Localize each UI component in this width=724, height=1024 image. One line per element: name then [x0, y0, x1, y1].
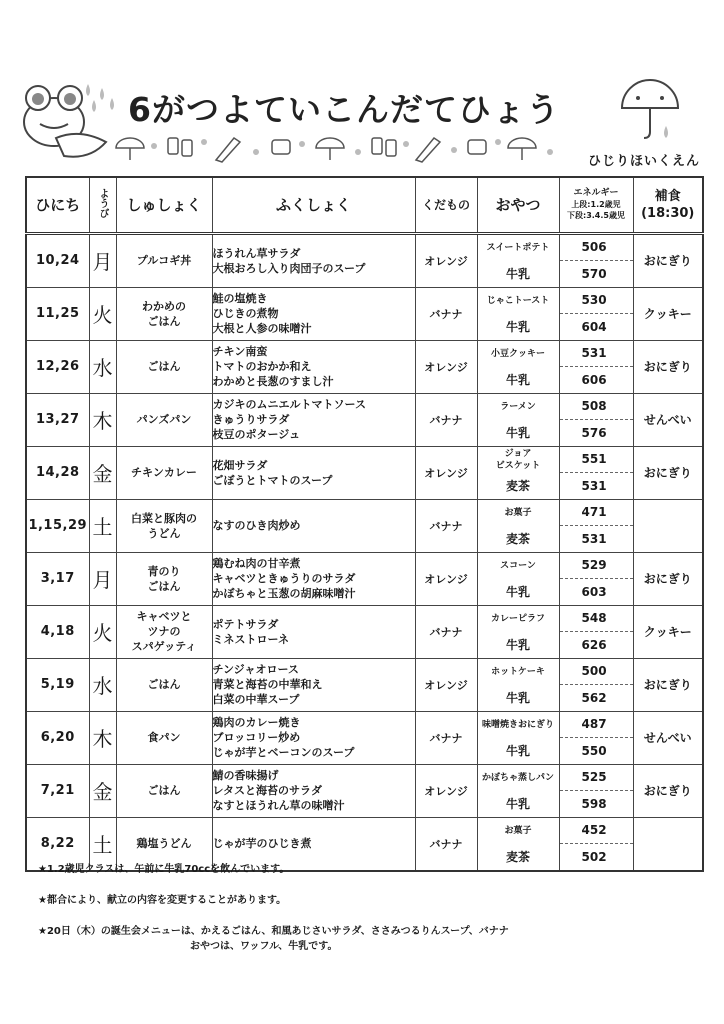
row-energy — [559, 499, 633, 552]
snack-bottom: 牛乳 — [505, 691, 530, 705]
row-energy — [559, 605, 633, 658]
row-date: 11,25 — [26, 287, 89, 340]
snack-bottom: 牛乳 — [505, 585, 530, 599]
row-fruit: オレンジ — [415, 340, 477, 393]
header-energy-upper: 上段:1.2歳児 — [571, 200, 621, 210]
side-dish-line: キャベツときゅうりのサラダ — [212, 572, 356, 585]
side-dish-line: 鯖の香味揚げ — [212, 769, 279, 782]
note-birthday-continuation: おやつは、ワッフル、牛乳です。 — [190, 941, 338, 952]
energy-lower: 598 — [581, 796, 607, 811]
staple-line: 白菜と豚肉の — [131, 511, 197, 525]
snack-bottom: 牛乳 — [505, 797, 530, 811]
header-extra — [633, 177, 703, 233]
energy-upper: 471 — [560, 500, 633, 526]
row-fruit: オレンジ — [415, 764, 477, 817]
row-day: 月 — [89, 233, 116, 287]
energy-lower: 626 — [581, 637, 607, 652]
staple-line: ごはん — [147, 314, 181, 328]
row-extra: おにぎり — [633, 552, 703, 605]
side-dish-line: 枝豆のポタージュ — [212, 428, 301, 441]
side-dish-line: 青菜と海苔の中華和え — [212, 678, 323, 691]
row-day: 金 — [89, 764, 116, 817]
row-energy — [559, 233, 633, 287]
row-extra: クッキー — [633, 605, 703, 658]
energy-upper: 531 — [560, 341, 633, 367]
row-staple — [116, 233, 212, 287]
header-youbi-label: ようび — [97, 188, 108, 219]
row-day: 火 — [89, 287, 116, 340]
energy-upper: 530 — [560, 288, 633, 314]
energy-upper: 548 — [560, 606, 633, 632]
row-extra: せんべい — [633, 711, 703, 764]
side-dish-line: かぼちゃと玉葱の胡麻味噌汁 — [212, 587, 356, 600]
row-energy — [559, 552, 633, 605]
row-extra: おにぎり — [633, 340, 703, 393]
row-day: 土 — [89, 499, 116, 552]
note-birthday-text: ★20日（木）の誕生会メニューは、かえるごはん、和風あじさいサラダ、ささみつるりんスープ、バナナ — [38, 926, 509, 937]
header-energy-label: エネルギー — [573, 188, 619, 199]
side-dish-line: ほうれん草サラダ — [212, 246, 301, 260]
table-row — [26, 658, 703, 711]
snack-top: カレーピラフ — [490, 613, 545, 624]
row-extra: せんべい — [633, 393, 703, 446]
row-staple — [116, 764, 212, 817]
snack-top: かぼちゃ蒸しパン — [481, 772, 554, 783]
header-sides: ふくしょく — [212, 177, 415, 233]
snack-top: じゃこトースト — [486, 295, 550, 306]
row-sides — [212, 446, 415, 499]
row-staple — [116, 340, 212, 393]
header-extra-time: (18:30) — [641, 205, 695, 221]
header-energy — [559, 177, 633, 233]
side-dish-line: トマトのおかか和え — [212, 360, 312, 373]
snack-bottom: 麦茶 — [505, 479, 530, 493]
row-sides — [212, 233, 415, 287]
row-extra: クッキー — [633, 287, 703, 340]
energy-lower: 550 — [581, 743, 607, 758]
row-sides — [212, 393, 415, 446]
energy-lower: 502 — [581, 849, 607, 864]
row-energy — [559, 393, 633, 446]
row-date: 10,24 — [26, 233, 89, 287]
side-dish-line: 大根おろし入り肉団子のスープ — [212, 261, 366, 275]
row-fruit: バナナ — [415, 287, 477, 340]
side-dish-line: 白菜の中華スープ — [212, 693, 300, 706]
energy-upper: 500 — [560, 659, 633, 685]
header-fruit: くだもの — [415, 177, 477, 233]
energy-lower: 606 — [581, 372, 607, 387]
row-fruit: バナナ — [415, 499, 477, 552]
row-energy — [559, 764, 633, 817]
energy-upper: 551 — [560, 447, 633, 473]
row-staple — [116, 499, 212, 552]
side-dish-line: カジキのムニエルトマトソース — [212, 398, 366, 411]
table-row — [26, 605, 703, 658]
side-dish-line: 大根と人参の味噌汁 — [212, 322, 312, 335]
row-staple — [116, 711, 212, 764]
row-energy — [559, 287, 633, 340]
row-staple — [116, 552, 212, 605]
row-date: 5,19 — [26, 658, 89, 711]
row-date: 4,18 — [26, 605, 89, 658]
staple-line: キャベツと — [136, 610, 192, 623]
energy-lower: 531 — [581, 478, 607, 493]
side-dish-line: わかめと長葱のすまし汁 — [212, 375, 334, 388]
staple-line: 青のり — [147, 564, 181, 578]
row-date: 3,17 — [26, 552, 89, 605]
row-staple — [116, 605, 212, 658]
page-title: 6がつよていこんだてひょう — [128, 90, 560, 129]
snack-top: ホットケーキ — [491, 666, 545, 677]
note-birthday — [38, 924, 698, 954]
snack-bottom: 麦茶 — [505, 850, 530, 864]
staple-line: プルコギ丼 — [136, 254, 192, 267]
row-snack — [477, 711, 559, 764]
table-row — [26, 552, 703, 605]
staple-line: ごはん — [147, 360, 181, 373]
row-staple — [116, 393, 212, 446]
side-dish-line: じゃが芋とベーコンのスープ — [212, 746, 355, 759]
row-day: 月 — [89, 552, 116, 605]
staple-line: わかめの — [142, 299, 186, 313]
row-date: 1,15,29 — [26, 499, 89, 552]
row-sides — [212, 711, 415, 764]
side-dish-line: チキン南蛮 — [212, 345, 268, 358]
row-snack — [477, 393, 559, 446]
side-dish-line: 鮭の塩焼き — [212, 292, 268, 305]
row-snack — [477, 499, 559, 552]
side-dish-line: 花畑サラダ — [212, 458, 268, 472]
row-fruit: バナナ — [415, 605, 477, 658]
table-row — [26, 764, 703, 817]
table-row — [26, 446, 703, 499]
note-change: ★都合により、献立の内容を変更することがあります。 — [38, 895, 287, 906]
staple-line: 鶏塩うどん — [136, 837, 192, 850]
snack-top: ラーメン — [500, 401, 536, 412]
header-staple: しゅしょく — [116, 177, 212, 233]
row-sides — [212, 287, 415, 340]
staple-line: ごはん — [147, 784, 181, 797]
header-energy-lower: 下段:3.4.5歳児 — [567, 211, 625, 221]
row-day: 木 — [89, 711, 116, 764]
table-header-row — [26, 177, 703, 233]
row-snack — [477, 340, 559, 393]
raindrops-icon — [80, 82, 120, 118]
row-snack — [477, 233, 559, 287]
school-name: ひじりほいくえん — [587, 154, 700, 169]
table-row — [26, 340, 703, 393]
row-day: 水 — [89, 340, 116, 393]
row-extra: おにぎり — [633, 233, 703, 287]
snack-bottom: 牛乳 — [505, 320, 530, 334]
row-staple — [116, 658, 212, 711]
decoration-row-icon — [112, 132, 562, 164]
row-fruit: バナナ — [415, 711, 477, 764]
row-sides — [212, 499, 415, 552]
umbrella-icon — [616, 74, 686, 144]
energy-upper: 506 — [560, 235, 633, 261]
snack-top: スイートポテト — [486, 242, 550, 253]
row-extra: おにぎり — [633, 658, 703, 711]
menu-table — [25, 176, 704, 872]
staple-line: スパゲッティ — [131, 640, 197, 653]
row-sides — [212, 552, 415, 605]
row-fruit: バナナ — [415, 817, 477, 871]
snack-top: 味噌焼きおにぎり — [481, 719, 554, 730]
snack-bottom: 麦茶 — [505, 532, 530, 546]
row-extra — [633, 499, 703, 552]
energy-lower: 531 — [581, 531, 607, 546]
side-dish-line: 鶏むね肉の甘辛煮 — [212, 557, 301, 570]
table-row — [26, 233, 703, 287]
row-snack — [477, 446, 559, 499]
energy-upper: 508 — [560, 394, 633, 420]
snack-bottom: 牛乳 — [505, 373, 530, 387]
energy-upper: 452 — [560, 818, 633, 844]
side-dish-line: ミネストローネ — [212, 632, 289, 646]
row-fruit: オレンジ — [415, 233, 477, 287]
row-energy — [559, 711, 633, 764]
snack-top: お菓子 — [504, 507, 532, 518]
row-day: 木 — [89, 393, 116, 446]
row-sides — [212, 605, 415, 658]
side-dish-line: ポテトサラダ — [212, 617, 279, 631]
side-dish-line: ごぼうとトマトのスープ — [212, 473, 333, 487]
row-date: 14,28 — [26, 446, 89, 499]
row-snack — [477, 605, 559, 658]
row-snack — [477, 287, 559, 340]
row-date: 6,20 — [26, 711, 89, 764]
side-dish-line: レタスと海苔のサラダ — [212, 784, 322, 797]
row-date: 12,26 — [26, 340, 89, 393]
row-fruit: オレンジ — [415, 658, 477, 711]
snack-bottom: 牛乳 — [505, 744, 530, 758]
energy-upper: 529 — [560, 553, 633, 579]
snack-top: スコーン — [500, 560, 536, 571]
energy-lower: 604 — [581, 319, 607, 334]
side-dish-line: なすのひき肉炒め — [212, 519, 301, 532]
row-extra: おにぎり — [633, 764, 703, 817]
snack-bottom: 牛乳 — [505, 638, 530, 652]
row-day: 火 — [89, 605, 116, 658]
menu-table-body — [26, 233, 703, 871]
staple-line: ごはん — [147, 579, 181, 593]
staple-line: ツナの — [147, 625, 181, 638]
notes-section — [38, 862, 698, 970]
table-row — [26, 287, 703, 340]
row-day: 土 — [89, 817, 116, 871]
row-snack — [477, 552, 559, 605]
side-dish-line: ブロッコリー炒め — [212, 731, 301, 744]
staple-line: 食パン — [147, 731, 181, 744]
snack-top: 小豆クッキー — [490, 348, 545, 359]
row-sides — [212, 658, 415, 711]
row-snack — [477, 658, 559, 711]
energy-lower: 576 — [581, 425, 607, 440]
row-sides — [212, 340, 415, 393]
snack-bottom: 牛乳 — [505, 426, 530, 440]
header-extra-label: 補食 — [654, 188, 681, 204]
note-milk: ★1.2歳児クラスは、午前に牛乳70ccを飲んでいます。 — [38, 864, 290, 875]
side-dish-line: チンジャオロース — [212, 663, 299, 676]
staple-line: パンズパン — [136, 413, 192, 426]
row-sides — [212, 764, 415, 817]
energy-upper: 487 — [560, 712, 633, 738]
energy-lower: 570 — [581, 266, 607, 281]
row-energy — [559, 658, 633, 711]
page-header — [0, 0, 724, 176]
header-snack: おやつ — [477, 177, 559, 233]
row-energy — [559, 340, 633, 393]
header-date: ひにち — [26, 177, 89, 233]
energy-lower: 562 — [581, 690, 607, 705]
row-date: 7,21 — [26, 764, 89, 817]
row-staple — [116, 287, 212, 340]
staple-line: うどん — [147, 526, 181, 540]
row-day: 金 — [89, 446, 116, 499]
side-dish-line: じゃが芋のひじき煮 — [212, 837, 312, 850]
row-fruit: オレンジ — [415, 446, 477, 499]
table-row — [26, 711, 703, 764]
side-dish-line: 鶏肉のカレー焼き — [212, 716, 301, 729]
row-fruit: バナナ — [415, 393, 477, 446]
staple-line: チキンカレー — [131, 466, 197, 479]
row-energy — [559, 446, 633, 499]
energy-lower: 603 — [581, 584, 607, 599]
table-row — [26, 499, 703, 552]
row-fruit: オレンジ — [415, 552, 477, 605]
header-youbi — [89, 177, 116, 233]
row-day: 水 — [89, 658, 116, 711]
snack-top: お菓子 — [504, 825, 532, 836]
snack-top: ジョア ビスケット — [495, 448, 541, 471]
row-staple — [116, 446, 212, 499]
snack-bottom: 牛乳 — [505, 267, 530, 281]
energy-upper: 525 — [560, 765, 633, 791]
side-dish-line: きゅうりサラダ — [212, 413, 290, 426]
side-dish-line: なすとほうれん草の味噌汁 — [212, 799, 345, 812]
staple-line: ごはん — [147, 678, 181, 691]
row-date: 13,27 — [26, 393, 89, 446]
side-dish-line: ひじきの煮物 — [212, 307, 279, 320]
row-date: 8,22 — [26, 817, 89, 871]
row-extra: おにぎり — [633, 446, 703, 499]
row-snack — [477, 764, 559, 817]
table-row — [26, 393, 703, 446]
